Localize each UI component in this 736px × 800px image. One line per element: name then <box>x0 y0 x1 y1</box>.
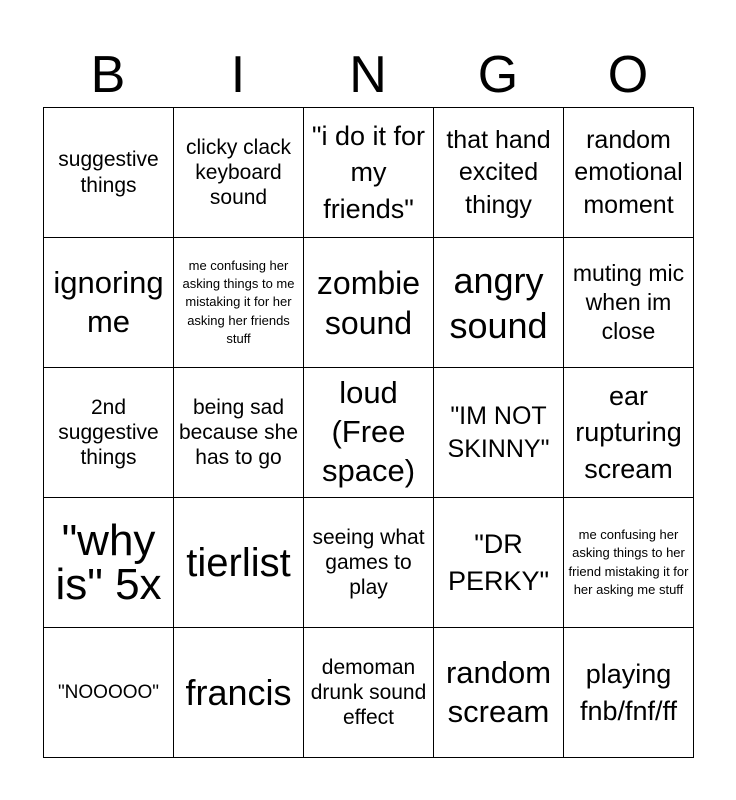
cell-text: "IM NOT SKINNY" <box>447 402 550 463</box>
header-letter-i: I <box>230 46 246 104</box>
cell-text: "i do it for my friends" <box>311 120 426 224</box>
bingo-cell[interactable] <box>434 108 564 238</box>
bingo-cell[interactable] <box>434 368 564 498</box>
cell-text: demoman drunk sound effect <box>310 655 427 730</box>
bingo-cell[interactable] <box>44 498 174 628</box>
bingo-cell[interactable] <box>44 628 174 758</box>
cell-text: that hand excited thingy <box>446 125 551 219</box>
cell-text: tierlist <box>186 540 291 585</box>
bingo-board <box>43 107 694 758</box>
bingo-cell[interactable] <box>174 108 304 238</box>
bingo-cell[interactable] <box>564 628 694 758</box>
cell-text: zombie sound <box>316 264 421 341</box>
bingo-cell[interactable] <box>304 238 434 368</box>
bingo-cell[interactable] <box>434 498 564 628</box>
cell-text: suggestive things <box>58 148 159 197</box>
bingo-header <box>43 46 693 104</box>
bingo-cell[interactable] <box>174 498 304 628</box>
cell-text: loud (Free space) <box>321 375 416 488</box>
bingo-cell[interactable] <box>304 498 434 628</box>
bingo-cell[interactable] <box>304 628 434 758</box>
cell-text: clicky clack keyboard sound <box>185 135 291 210</box>
cell-text: me confusing her asking things to her friend mistaking it for her asking me stuff <box>568 527 689 597</box>
bingo-cell[interactable] <box>174 238 304 368</box>
header-letter-n: N <box>349 46 387 104</box>
cell-text: me confusing her asking things to me mistaking it for her asking her friends stuff <box>182 258 295 346</box>
cell-text: francis <box>185 672 292 713</box>
cell-text: ignoring me <box>53 264 164 339</box>
bingo-cell[interactable] <box>174 368 304 498</box>
cell-text: "why is" 5x <box>55 515 162 609</box>
bingo-cell[interactable] <box>564 108 694 238</box>
header-letter-b: B <box>90 46 126 104</box>
bingo-cell[interactable] <box>564 238 694 368</box>
cell-text: playing fnb/fnf/ff <box>579 659 678 726</box>
cell-text: random scream <box>445 654 552 729</box>
bingo-cell[interactable] <box>564 368 694 498</box>
bingo-cell[interactable] <box>564 498 694 628</box>
bingo-cell[interactable] <box>44 238 174 368</box>
bingo-cell[interactable] <box>434 238 564 368</box>
cell-text: being sad because she has to go <box>178 395 299 470</box>
cell-text: ear rupturing scream <box>575 380 682 484</box>
cell-text: muting mic when im close <box>572 260 685 344</box>
free-space-cell[interactable] <box>304 368 434 498</box>
cell-text: 2nd suggestive things <box>58 395 159 470</box>
header-letter-g: G <box>477 46 519 104</box>
cell-text: "DR PERKY" <box>447 529 550 596</box>
header-letter-o: O <box>607 46 649 104</box>
bingo-cell[interactable] <box>44 368 174 498</box>
cell-text: seeing what games to play <box>312 525 425 600</box>
cell-text: random emotional moment <box>574 125 683 219</box>
cell-text: angry sound <box>449 259 548 346</box>
bingo-cell[interactable] <box>174 628 304 758</box>
cell-text: "NOOOOO" <box>57 681 160 703</box>
bingo-cell[interactable] <box>434 628 564 758</box>
bingo-cell[interactable] <box>304 108 434 238</box>
bingo-cell[interactable] <box>44 108 174 238</box>
